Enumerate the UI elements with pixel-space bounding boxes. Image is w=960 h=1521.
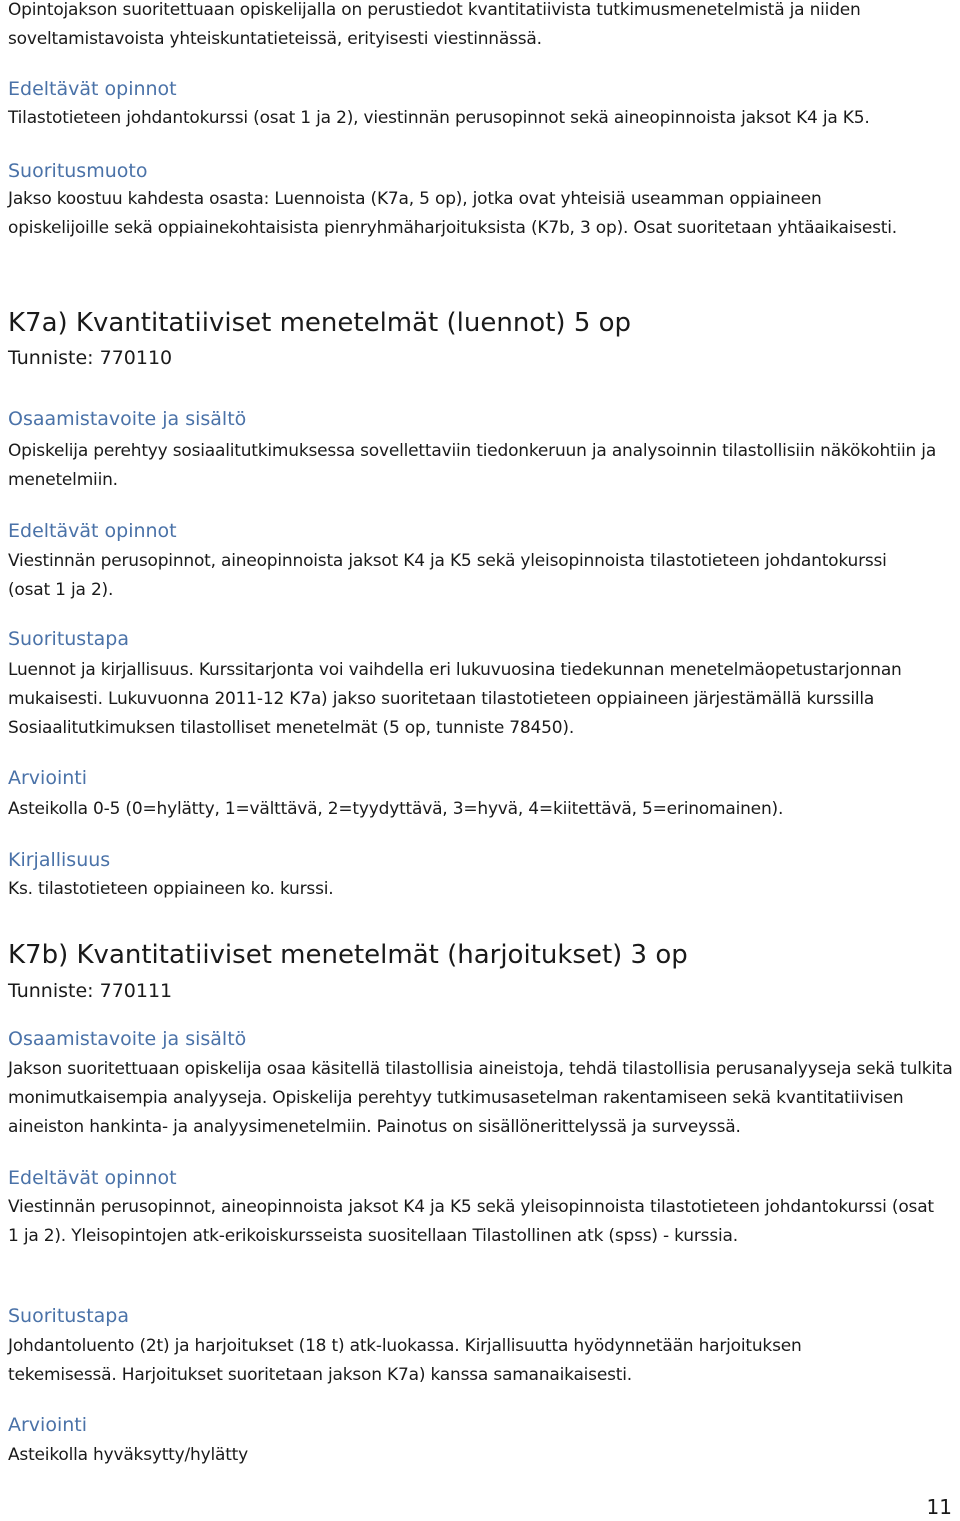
k7a-id: Tunniste: 770110 bbox=[8, 347, 173, 369]
k7a-title: K7a) Kvantitatiiviset menetelmät (luennot) 5 op bbox=[8, 308, 632, 338]
k7b-grading-text: Asteikolla hyväksytty/hylätty bbox=[8, 1445, 249, 1465]
intro-text: Opintojakson suoritettuaan opiskelijalla on perustiedot kvantitatiivista tutkimusmenetelmistä ja niiden soveltamistavoista yhteiskuntatieteissä, erityisesti viestinnässä. bbox=[8, 0, 861, 49]
intro-format-text: Jakso koostuu kahdesta osasta: Luennoista (K7a, 5 op), jotka ovat yhteisiä useamman oppiaineen opiskelijoille sekä oppiainekohtaisista pienryhmäharjoituksista (K7b, 3 op). Osat suoritetaan yhtäaikaisesti. bbox=[8, 189, 897, 238]
k7b-prereq-text: Viestinnän perusopinnot, aineopinnoista jaksot K4 ja K5 sekä yleisopinnoista tilastotieteen johdantokurssi (osat 1 ja 2). Yleisopintojen atk-erikoiskursseista suositellaan Tilastollinen atk (spss) - kurssia. bbox=[8, 1197, 934, 1246]
k7a-prereq-heading: Edeltävät opinnot bbox=[8, 520, 177, 542]
k7a-method-text: Luennot ja kirjallisuus. Kurssitarjonta voi vaihdella eri lukuvuosina tiedekunnan menetelmäopetustarjonnan mukaisesti. Lukuvuonna 2011-12 K7a) jakso suoritetaan tilastotieteen oppiaineen järjestämällä kurssilla Sosiaalitutkimuksen tilastolliset menetelmät (5 op, tunniste 78450). bbox=[8, 660, 902, 738]
k7a-literature-text: Ks. tilastotieteen oppiaineen ko. kurssi. bbox=[8, 879, 334, 899]
intro-prereq-heading: Edeltävät opinnot bbox=[8, 78, 177, 100]
k7a-grading-heading: Arviointi bbox=[8, 767, 88, 789]
k7b-id: Tunniste: 770111 bbox=[8, 980, 173, 1002]
page-number: 11 bbox=[926, 1495, 952, 1519]
k7b-goals-text: Jakson suoritettuaan opiskelija osaa käsitellä tilastollisia aineistoja, tehdä tilastollisia perusanalyyseja sekä tulkita monimutkaisempia analyyseja. Opiskelija perehtyy tutkimusasetelman rakentamiseen sekä kvantitatiivisen aineiston hankinta- ja analyysimenetelmiin. Painotus on sisällönerittelyssä ja surveyssä. bbox=[8, 1059, 953, 1137]
k7a-prereq-text: Viestinnän perusopinnot, aineopinnoista jaksot K4 ja K5 sekä yleisopinnoista tilastotieteen johdantokurssi (osat 1 ja 2). bbox=[8, 551, 887, 600]
intro-prereq-text: Tilastotieteen johdantokurssi (osat 1 ja 2), viestinnän perusopinnot sekä aineopinnoista jaksot K4 ja K5. bbox=[8, 108, 870, 128]
k7b-method-heading: Suoritustapa bbox=[8, 1305, 130, 1327]
k7b-prereq-heading: Edeltävät opinnot bbox=[8, 1167, 177, 1189]
k7b-goals-heading: Osaamistavoite ja sisältö bbox=[8, 1028, 247, 1050]
k7b-grading-heading: Arviointi bbox=[8, 1414, 88, 1436]
k7b-title: K7b) Kvantitatiiviset menetelmät (harjoitukset) 3 op bbox=[8, 940, 688, 970]
intro-format-heading: Suoritusmuoto bbox=[8, 160, 148, 182]
k7a-literature-heading: Kirjallisuus bbox=[8, 849, 111, 871]
k7a-goals-text: Opiskelija perehtyy sosiaalitutkimuksessa sovellettaviin tiedonkeruun ja analysoinnin tilastollisiin näkökohtiin ja menetelmiin. bbox=[8, 441, 937, 490]
k7a-grading-text: Asteikolla 0-5 (0=hylätty, 1=välttävä, 2=tyydyttävä, 3=hyvä, 4=kiitettävä, 5=erinomainen). bbox=[8, 799, 784, 819]
k7a-method-heading: Suoritustapa bbox=[8, 628, 130, 650]
k7a-goals-heading: Osaamistavoite ja sisältö bbox=[8, 408, 247, 430]
k7b-method-text: Johdantoluento (2t) ja harjoitukset (18 t) atk-luokassa. Kirjallisuutta hyödynnetään harjoituksen tekemisessä. Harjoitukset suoritetaan jakson K7a) kanssa samanaikaisesti. bbox=[8, 1336, 802, 1385]
